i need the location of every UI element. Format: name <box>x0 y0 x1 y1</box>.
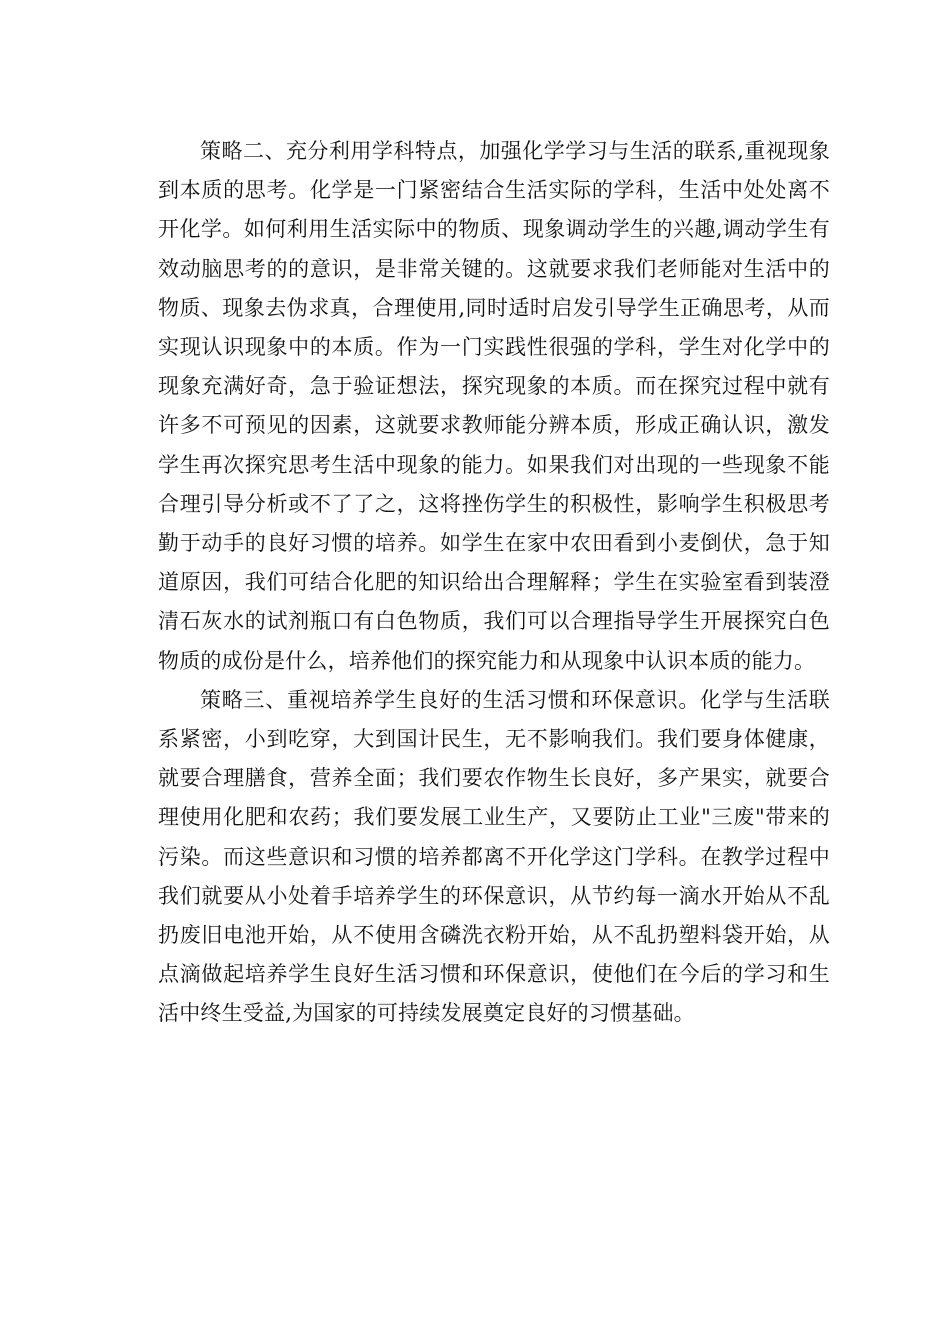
document-body <box>158 132 830 1034</box>
paragraph-strategy-two: 策略二、充分利用学科特点，加强化学学习与生活的联系,重视现象到本质的思考。化学是一门紧密结合生活实际的学科，生活中处处离不开化学。如何利用生活实际中的物质、现象调动学生的兴趣,调动学生有效动脑思考的的意识，是非常关键的。这就要求我们老师能对生活中的物质、现象去伪求真，合理使用,同时适时启发引导学生正确思考，从而实现认识现象中的本质。作为一门实践性很强的学科，学生对化学中的现象充满好奇，急于验证想法，探究现象的本质。而在探究过程中就有许多不可预见的因素，这就要求教师能分辨本质，形成正确认识，激发学生再次探究思考生活中现象的能力。如果我们对出现的一些现象不能合理引导分析或不了了之，这将挫伤学生的积极性，影响学生积极思考勤于动手的良好习惯的培养。如学生在家中农田看到小麦倒伏，急于知道原因，我们可结合化肥的知识给出合理解释；学生在实验室看到装澄清石灰水的试剂瓶口有白色物质，我们可以合理指导学生开展探究白色物质的成份是什么，培养他们的探究能力和从现象中认识本质的能力。 <box>158 139 830 673</box>
paragraph-strategy-three: 策略三、重视培养学生良好的生活习惯和环保意识。化学与生活联系紧密，小到吃穿，大到国计民生，无不影响我们。我们要身体健康，就要合理膳食，营养全面；我们要农作物生长良好，多产果实，就要合理使用化肥和农药；我们要发展工业生产，又要防止工业"三废"带来的污染。而这些意识和习惯的培养都离不开化学这门学科。在教学过程中我们就要从小处着手培养学生的环保意识，从节约每一滴水开始从不乱扔废旧电池开始，从不使用含磷洗衣粉开始，从不乱扔塑料袋开始，从点滴做起培养学生良好生活习惯和环保意识，使他们在今后的学习和生活中终生受益,为国家的可持续发展奠定良好的习惯基础。 <box>158 687 830 1026</box>
